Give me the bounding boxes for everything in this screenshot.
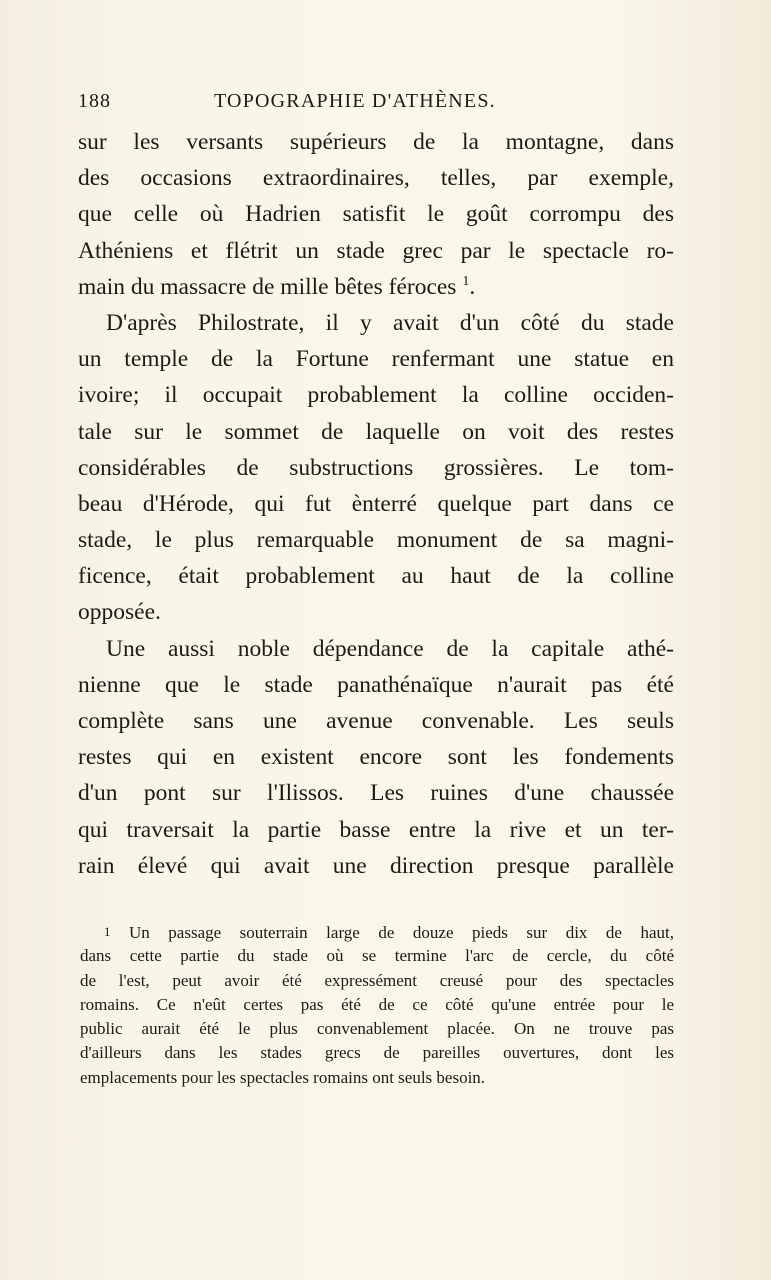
footnote-line: emplacements pour les spectacles romains ont seuls besoin. bbox=[80, 1067, 486, 1087]
footnote-line: d'ailleurs dans les stades grecs de pareilles ouvertures, dont les bbox=[80, 1043, 674, 1063]
paragraph-start-line: Une aussi noble dépendance de la capitale athé- bbox=[106, 635, 674, 662]
text-line: considérables de substructions grossières. Le tom- bbox=[78, 454, 674, 481]
text-line: stade, le plus remarquable monument de sa magni- bbox=[78, 527, 674, 554]
text-line: nienne que le stade panathénaïque n'aurait pas été bbox=[78, 671, 674, 698]
text-line: d'un pont sur l'Ilissos. Les ruines d'une chaussée bbox=[78, 780, 674, 807]
footnote-line: dans cette partie du stade où se termine l'arc de cercle, du côté bbox=[80, 946, 674, 966]
footnote bbox=[80, 920, 674, 1090]
text-line: restes qui en existent encore sont les fondements bbox=[78, 744, 674, 771]
footnote-line bbox=[80, 920, 674, 944]
main-text bbox=[78, 124, 674, 884]
footnote-number: 1 bbox=[104, 924, 111, 939]
footnote-reference: 1 bbox=[462, 273, 470, 289]
text-line: sur les versants supérieurs de la montagne, dans bbox=[78, 129, 674, 155]
footnote-line: public aurait été le plus convenablement placée. On ne trouve pas bbox=[80, 1019, 674, 1039]
text-line: opposée. bbox=[78, 599, 161, 626]
text-line: tale sur le sommet de laquelle on voit des restes bbox=[78, 418, 674, 445]
page-number: 188 bbox=[78, 90, 111, 112]
paragraph-start-line: D'après Philostrate, il y avait d'un côté du stade bbox=[106, 309, 674, 336]
footnote-line: romains. Ce n'eût certes pas été de ce côté qu'une entrée pour le bbox=[80, 994, 674, 1014]
text-line: que celle où Hadrien satisfit le goût corrompu des bbox=[78, 201, 674, 228]
text-line: un temple de la Fortune renfermant une statue en bbox=[78, 346, 674, 373]
text-line: complète sans une avenue convenable. Les seuls bbox=[78, 708, 674, 734]
text-line: beau d'Hérode, qui fut ènterré quelque part dans ce bbox=[78, 490, 674, 517]
text-line: rain élevé qui avait une direction presque parallèle bbox=[78, 852, 674, 879]
text-line: Athéniens et flétrit un stade grec par le spectacle ro- bbox=[78, 237, 674, 264]
text-line-with-footnote-ref bbox=[78, 269, 674, 305]
text-line: ivoire; il occupait probablement la colline occiden- bbox=[78, 382, 674, 409]
text-line: qui traversait la partie basse entre la rive et un ter- bbox=[78, 816, 674, 843]
footnote-text: Un passage souterrain large de douze pieds sur dix de haut, bbox=[129, 923, 675, 942]
text-line: ficence, était probablement au haut de la colline bbox=[78, 563, 674, 590]
text-line: des occasions extraordinaires, telles, par exemple, bbox=[78, 165, 674, 192]
footnote-ref-punctuation: . bbox=[469, 273, 476, 300]
running-title: TOPOGRAPHIE D'ATHÈNES. bbox=[214, 90, 496, 112]
text-line: main du massacre de mille bêtes féroces bbox=[78, 273, 457, 300]
running-head bbox=[78, 90, 678, 120]
footnote-line: de l'est, peut avoir été expressément creusé pour des spectacles bbox=[80, 970, 674, 990]
